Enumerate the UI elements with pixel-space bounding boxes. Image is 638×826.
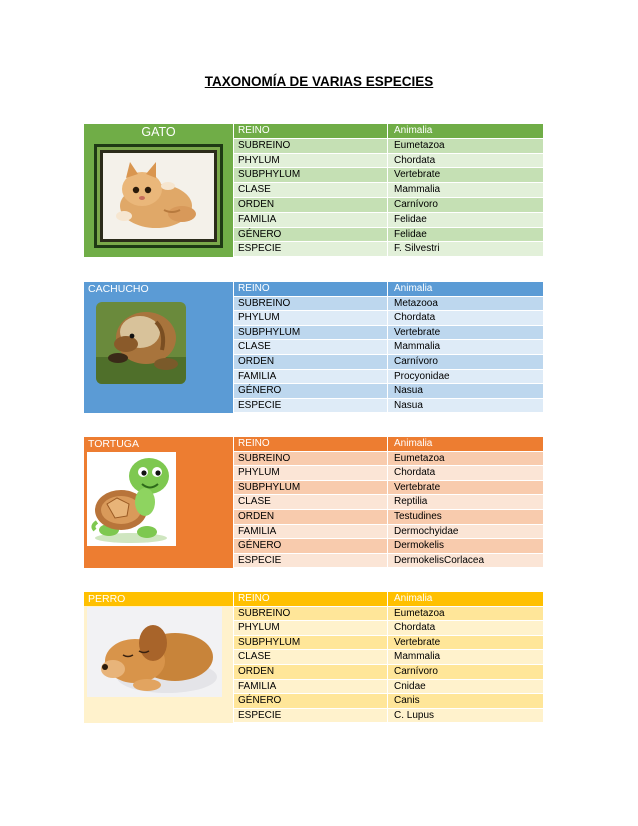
- taxonomy-row: [234, 124, 543, 139]
- taxonomy-row: [234, 636, 543, 651]
- rank-label: CLASE: [238, 651, 271, 663]
- rank-value: Vertebrate: [394, 169, 441, 181]
- taxonomy-row: [234, 694, 543, 709]
- rank-label: GÉNERO: [238, 385, 282, 397]
- rank-label: REINO: [238, 125, 270, 136]
- taxonomy-row: [234, 228, 543, 243]
- rank-label: FAMILIA: [238, 213, 277, 225]
- rank-label: ESPECIE: [238, 709, 282, 721]
- rank-value: Felidae: [394, 228, 427, 240]
- rank-value: Chordata: [394, 622, 436, 634]
- rank-label: GÉNERO: [238, 228, 282, 240]
- taxonomy-row: [234, 242, 543, 257]
- taxonomy-row: [234, 154, 543, 169]
- rank-label: GÉNERO: [238, 695, 282, 707]
- rank-value: Mammalia: [394, 184, 441, 196]
- rank-value: Chordata: [394, 467, 436, 479]
- rank-label: SUBREINO: [238, 607, 291, 619]
- taxonomy-row: [234, 607, 543, 622]
- rank-label: CLASE: [238, 341, 271, 353]
- rank-label: SUBREINO: [238, 139, 291, 151]
- taxonomy-row: [234, 709, 543, 724]
- rank-value: Carnívoro: [394, 665, 438, 677]
- rank-value: Mammalia: [394, 341, 441, 353]
- rank-value: C. Lupus: [394, 709, 435, 721]
- species-cell-perro: [84, 592, 233, 723]
- rank-value: Dermokelis: [394, 540, 445, 552]
- rank-value: Mammalia: [394, 651, 441, 663]
- rank-value: Eumetazoa: [394, 452, 445, 464]
- taxonomy-row: [234, 370, 543, 385]
- taxonomy-row: [234, 621, 543, 636]
- rank-label: PHYLUM: [238, 154, 280, 166]
- turtle-cartoon: [87, 452, 176, 546]
- taxonomy-row: [234, 495, 543, 510]
- taxonomy-row: [234, 466, 543, 481]
- rank-value: Animalia: [394, 438, 433, 449]
- rank-label: ESPECIE: [238, 399, 282, 411]
- taxonomy-row: [234, 680, 543, 695]
- taxonomy-table-perro: [234, 592, 543, 723]
- rank-value: Dermochyidae: [394, 525, 459, 537]
- rank-value: Animalia: [394, 283, 433, 294]
- taxonomy-row: [234, 168, 543, 183]
- taxonomy-row: [234, 452, 543, 467]
- rank-label: SUBPHYLUM: [238, 636, 301, 648]
- species-name: GATO: [141, 125, 176, 139]
- taxonomy-table-cachucho: [234, 282, 543, 413]
- rank-label: ORDEN: [238, 510, 275, 522]
- rank-label: SUBPHYLUM: [238, 169, 301, 181]
- rank-label: CLASE: [238, 184, 271, 196]
- rank-value: Chordata: [394, 154, 436, 166]
- taxonomy-row: [234, 665, 543, 680]
- rank-value: Eumetazoa: [394, 139, 445, 151]
- rank-label: ESPECIE: [238, 243, 282, 255]
- taxonomy-row: [234, 183, 543, 198]
- taxonomy-row: [234, 539, 543, 554]
- taxonomy-row: [234, 198, 543, 213]
- rank-value: Testudines: [394, 510, 442, 522]
- species-cell-tortuga: [84, 437, 233, 568]
- rank-label: FAMILIA: [238, 370, 277, 382]
- rank-value: Reptilia: [394, 496, 428, 508]
- rank-label: PHYLUM: [238, 312, 280, 324]
- rank-value: DermokelisCorlacea: [394, 554, 485, 566]
- taxonomy-row: [234, 297, 543, 312]
- rank-label: PHYLUM: [238, 622, 280, 634]
- rank-label: REINO: [238, 438, 270, 449]
- species-name: PERRO: [88, 593, 126, 605]
- rank-value: Vertebrate: [394, 481, 441, 493]
- rank-value: Nasua: [394, 385, 423, 397]
- rank-label: PHYLUM: [238, 467, 280, 479]
- rank-value: Canis: [394, 695, 420, 707]
- taxonomy-row: [234, 384, 543, 399]
- rank-label: REINO: [238, 283, 270, 294]
- rank-value: Carnívoro: [394, 198, 438, 210]
- taxonomy-row: [234, 592, 543, 607]
- rank-value: Animalia: [394, 125, 433, 136]
- rank-label: SUBPHYLUM: [238, 326, 301, 338]
- rank-label: GÉNERO: [238, 540, 282, 552]
- species-block-gato: [84, 124, 543, 257]
- rank-label: ORDEN: [238, 355, 275, 367]
- taxonomy-row: [234, 213, 543, 228]
- rank-value: Animalia: [394, 593, 433, 604]
- rank-label: ESPECIE: [238, 554, 282, 566]
- cat-photo: [94, 144, 223, 248]
- taxonomy-row: [234, 525, 543, 540]
- rank-value: Chordata: [394, 312, 436, 324]
- rank-value: Metazooa: [394, 297, 438, 309]
- coati-photo: [96, 302, 186, 384]
- taxonomy-row: [234, 437, 543, 452]
- species-block-cachucho: [84, 282, 543, 413]
- taxonomy-table-tortuga: [234, 437, 543, 568]
- rank-value: Eumetazoa: [394, 607, 445, 619]
- species-name: TORTUGA: [88, 438, 139, 450]
- species-cell-gato: [84, 124, 233, 257]
- rank-label: CLASE: [238, 496, 271, 508]
- taxonomy-table-gato: [234, 124, 543, 257]
- taxonomy-row: [234, 399, 543, 414]
- rank-label: SUBPHYLUM: [238, 481, 301, 493]
- puppy-photo: [87, 607, 222, 697]
- species-name: CACHUCHO: [88, 283, 149, 295]
- rank-label: FAMILIA: [238, 525, 277, 537]
- rank-label: FAMILIA: [238, 680, 277, 692]
- taxonomy-row: [234, 554, 543, 569]
- species-block-perro: [84, 592, 543, 723]
- taxonomy-row: [234, 510, 543, 525]
- rank-value: Felidae: [394, 213, 427, 225]
- rank-label: ORDEN: [238, 665, 275, 677]
- rank-label: REINO: [238, 593, 270, 604]
- taxonomy-row: [234, 282, 543, 297]
- rank-label: ORDEN: [238, 198, 275, 210]
- taxonomy-row: [234, 355, 543, 370]
- rank-value: Carnívoro: [394, 355, 438, 367]
- rank-value: Vertebrate: [394, 636, 441, 648]
- taxonomy-row: [234, 340, 543, 355]
- rank-value: Procyonidae: [394, 370, 450, 382]
- species-block-tortuga: [84, 437, 543, 568]
- species-cell-cachucho: [84, 282, 233, 413]
- rank-value: Nasua: [394, 399, 423, 411]
- rank-value: F. Silvestri: [394, 243, 440, 255]
- rank-value: Vertebrate: [394, 326, 441, 338]
- taxonomy-row: [234, 481, 543, 496]
- taxonomy-row: [234, 650, 543, 665]
- taxonomy-row: [234, 139, 543, 154]
- page-title: TAXONOMÍA DE VARIAS ESPECIES: [204, 74, 434, 89]
- rank-label: SUBREINO: [238, 452, 291, 464]
- rank-label: SUBREINO: [238, 297, 291, 309]
- taxonomy-row: [234, 326, 543, 341]
- rank-value: Cnidae: [394, 680, 426, 692]
- taxonomy-row: [234, 311, 543, 326]
